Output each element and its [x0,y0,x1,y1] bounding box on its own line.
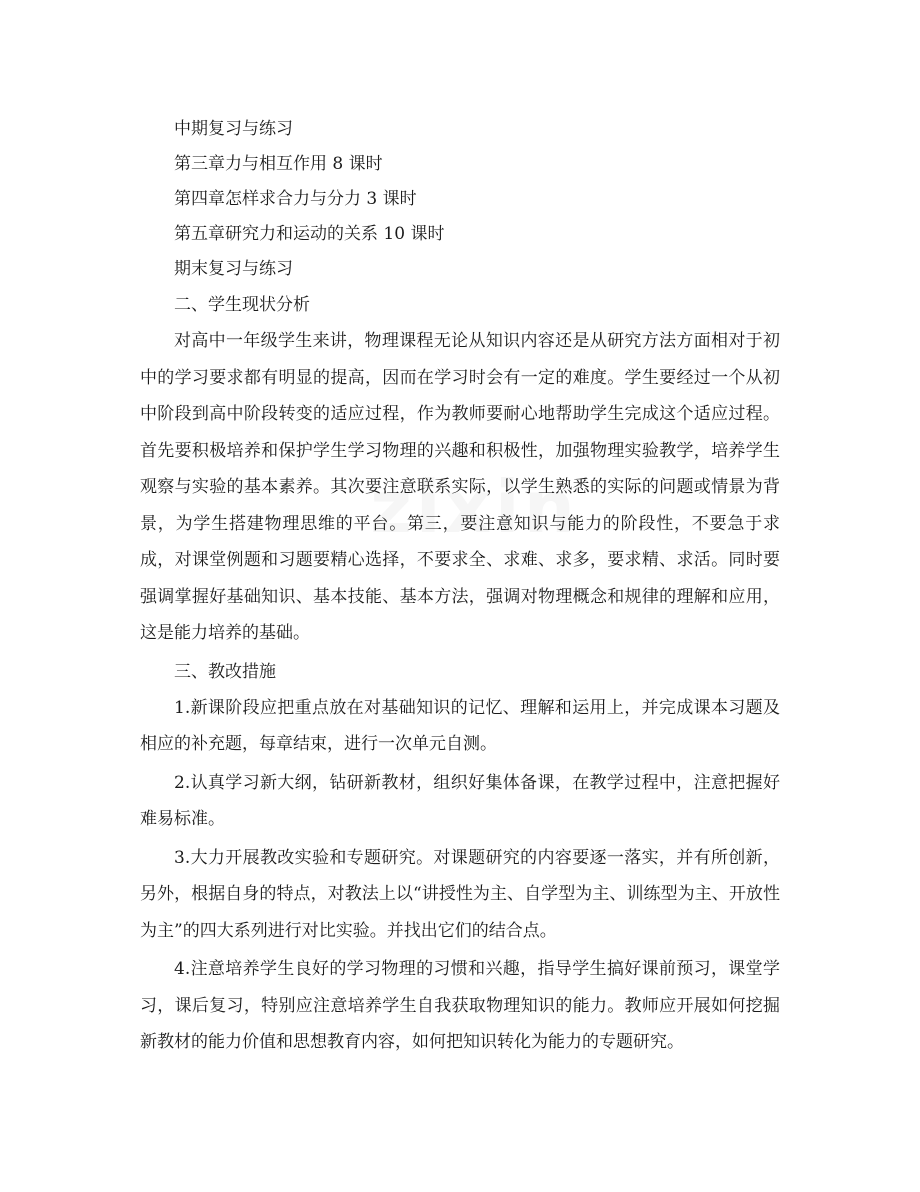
schedule-line: 第五章研究力和运动的关系 10 课时 [174,224,445,244]
section-heading: 二、学生现状分析 [174,295,310,315]
body-paragraph: 对高中一年级学生来讲，物理课程无论从知识内容还是从研究方法方面相对于初中的学习要求都有明显的提高，因而在学习时会有一定的难度。学生要经过一个从初中阶段到高中阶段转变的适应过程，作为教师要耐心地帮助学生完成这个适应过程。首先要积极培养和保护学生学习物理的兴趣和积极性，加强物理实验教学，培养学生观察与实验的基本素养。其次要注意联系实际，以学生熟悉的实际的问题或情景为背景，为学生搭建物理思维的平台。第三，要注意知识与能力的阶段性，不要急于求成，对课堂例题和习题要精心选择，不要求全、求难、求多，要求精、求活。同时要强调掌握好基础知识、基本技能、基本方法，强调对物理概念和规律的理解和应用，这是能力培养的基础。 [140,331,780,643]
list-item: 1.新课阶段应把重点放在对基础知识的记忆、理解和运用上，并完成课本习题及相应的补充题，每章结束，进行一次单元自测。 [140,697,780,754]
schedule-line: 中期复习与练习 [174,119,293,139]
schedule-line: 第四章怎样求合力与分力 3 课时 [174,189,417,209]
schedule-line: 第三章力与相互作用 8 课时 [174,154,383,174]
schedule-line: 期末复习与练习 [174,259,293,279]
list-item: 2.认真学习新大纲，钻研新教材，组织好集体备课，在教学过程中，注意把握好难易标准。 [140,772,780,829]
document-page [140,112,780,1061]
list-item: 3.大力开展教改实验和专题研究。对课题研究的内容要逐一落实，并有所创新，另外，根据自身的特点，对教法上以“讲授性为主、自学型为主、训练型为主、开放性为主”的四大系列进行对比实验。并找出它们的结合点。 [140,847,780,941]
section-heading: 三、教改措施 [174,661,276,682]
list-item: 4.注意培养学生良好的学习物理的习惯和兴趣，指导学生搞好课前预习，课堂学习，课后复习，特别应注意培养学生自我获取物理知识的能力。教师应开展如何挖掘新教材的能力价值和思想教育内容，如何把知识转化为能力的专题研究。 [140,959,780,1052]
